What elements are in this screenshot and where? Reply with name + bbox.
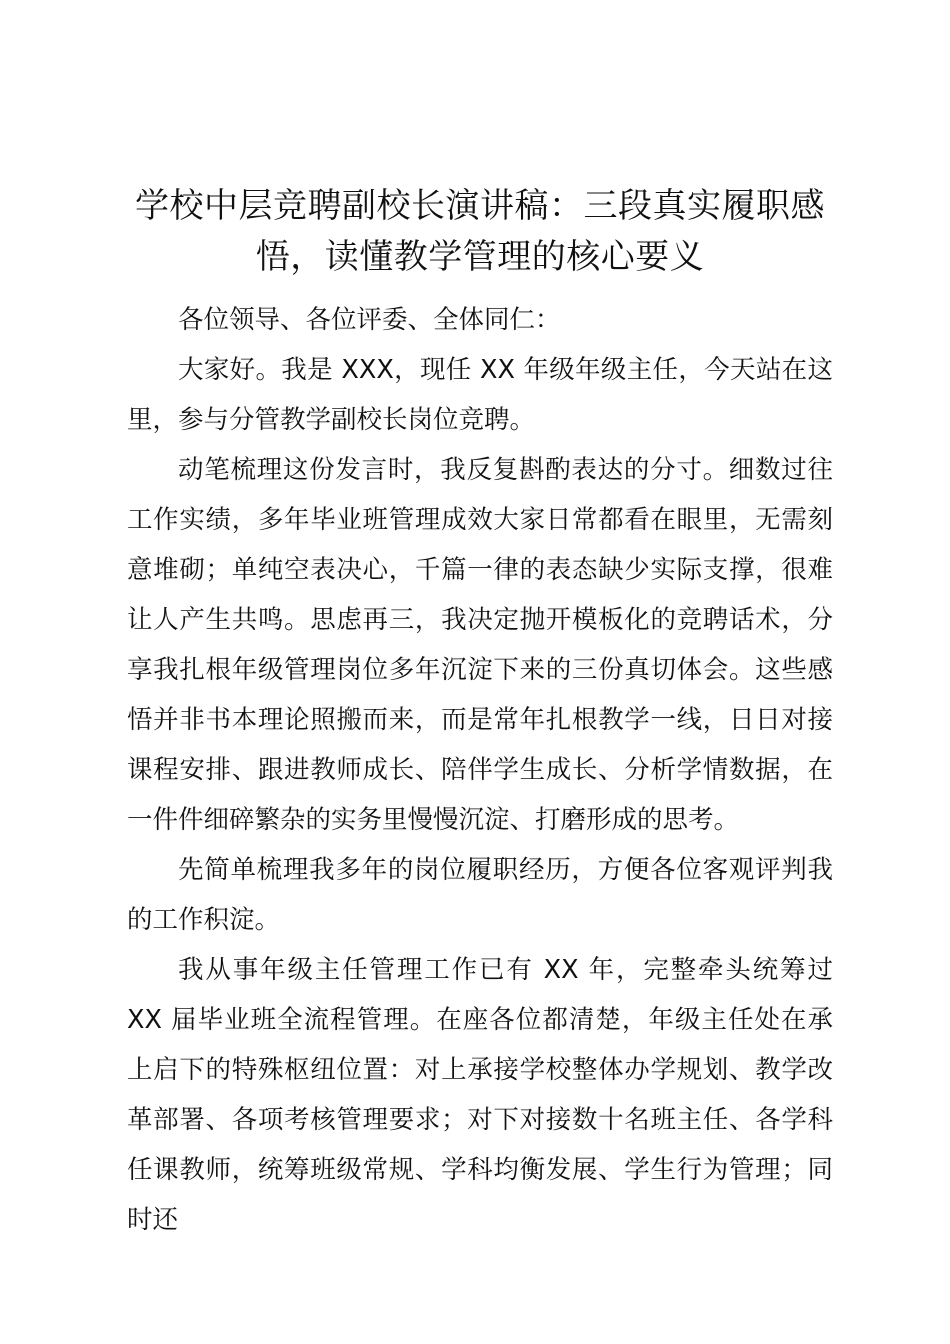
paragraph-experience-summary: 先简单梳理我多年的岗位履职经历，方便各位客观评判我的工作积淀。	[127, 855, 833, 935]
greeting-line: 各位领导、各位评委、全体同仁：	[178, 305, 561, 335]
document-title: 学校中层竞聘副校长演讲稿：三段真实履职感悟，读懂教学管理的核心要义	[135, 186, 825, 277]
paragraph-reflection: 动笔梳理这份发言时，我反复斟酌表达的分寸。细数过往工作实绩，多年毕业班管理成效大家日常都看在眼里，无需刻意堆砌；单纯空表决心，千篇一律的表态缺少实际支撑，很难让人产生共鸣。思虑再三，我决定抛开模板化的竞聘话术，分享我扎根年级管理岗位多年沉淀下来的三份真切体会。这些感悟并非书本理论照搬而来，而是常年扎根教学一线，日日对接课程安排、跟进教师成长、陪伴学生成长、分析学情数据，在一件件细碎繁杂的实务里慢慢沉淀、打磨形成的思考。	[127, 455, 833, 835]
document-body	[127, 181, 833, 1245]
paragraph-intro: 大家好。我是 XXX，现任 XX 年级年级主任，今天站在这里，参与分管教学副校长岗位竞聘。	[127, 355, 833, 435]
paragraph-grade-director: 我从事年级主任管理工作已有 XX 年，完整牵头统筹过 XX 届毕业班全流程管理。在座各位都清楚，年级主任处在承上启下的特殊枢纽位置：对上承接学校整体办学规划、教学改革部署、各项考核管理要求；对下对接数十名班主任、各学科任课教师，统筹班级常规、学科均衡发展、学生行为管理；同时还	[127, 955, 833, 1235]
